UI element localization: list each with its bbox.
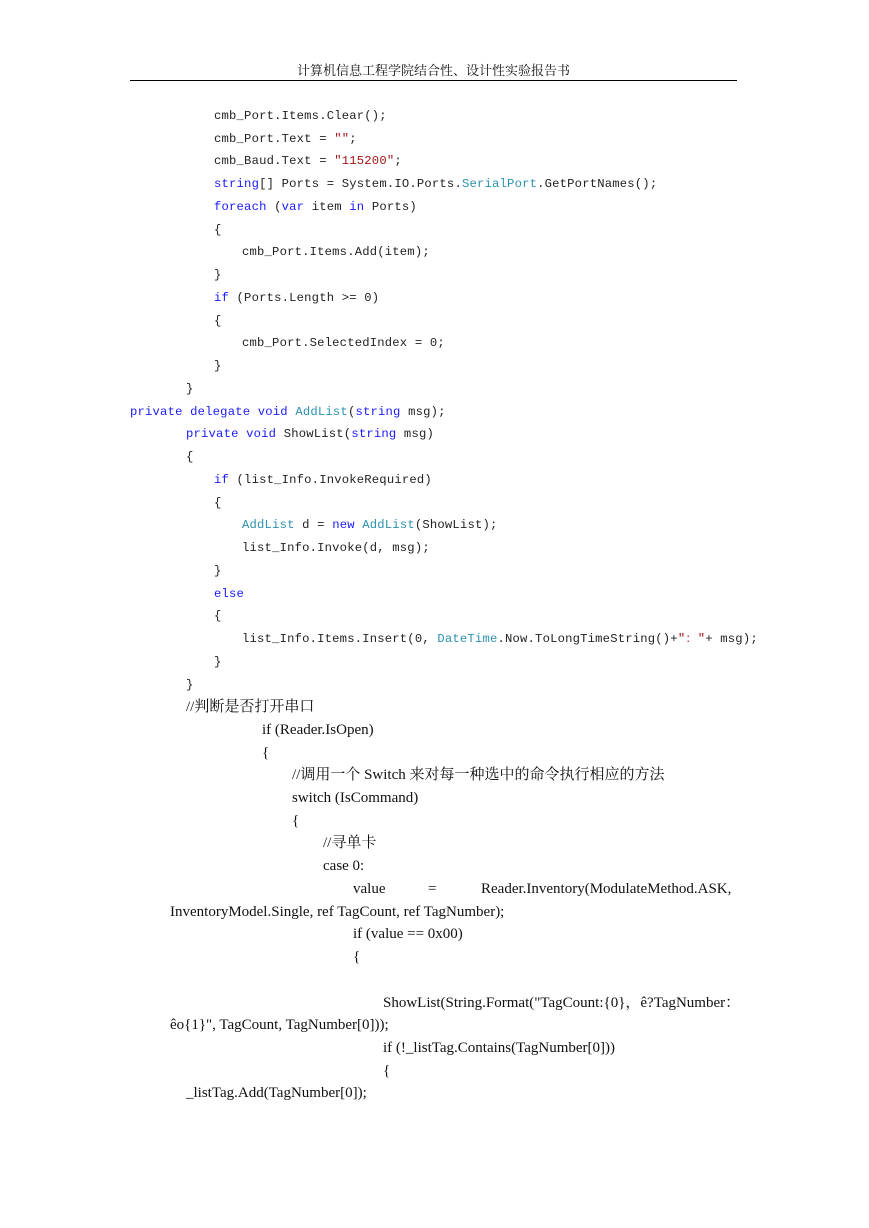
code-line: foreach (var item in Ports) [214, 200, 417, 214]
header-divider [130, 80, 737, 81]
page-header-title: 计算机信息工程学院结合性、设计性实验报告书 [296, 64, 570, 79]
code-text-line: if (value == 0x00) [353, 926, 463, 942]
code-line: { [214, 609, 222, 623]
code-line: } [186, 382, 194, 396]
code-line: } [214, 655, 222, 669]
code-line: cmb_Port.Text = ""; [214, 132, 357, 146]
code-line: } [186, 678, 194, 692]
code-line: else [214, 587, 245, 601]
code-line: if (Ports.Length >= 0) [214, 291, 380, 305]
code-text-line: ShowList(String.Format("TagCount:{0}，ê?TagNumber： [383, 995, 741, 1011]
code-line: } [214, 268, 222, 282]
code-text-line: InventoryModel.Single, ref TagCount, ref TagNumber); [170, 904, 505, 920]
code-line: { [214, 314, 222, 328]
code-line: cmb_Baud.Text = "115200"; [214, 154, 402, 168]
code-text-line: _listTag.Add(TagNumber[0]); [186, 1085, 367, 1101]
code-line: } [214, 564, 222, 578]
code-line: string[] Ports = System.IO.Ports.SerialPort.GetPortNames(); [214, 177, 658, 191]
comment-line: //判断是否打开串口 [186, 699, 315, 715]
code-text-line: if (!_listTag.Contains(TagNumber[0])) [383, 1040, 616, 1056]
code-line: } [214, 359, 222, 373]
code-text-fragment: Reader.Inventory(ModulateMethod.ASK, [481, 881, 732, 897]
code-line: private void ShowList(string msg) [186, 427, 434, 441]
code-text-line: { [353, 949, 361, 965]
code-line: if (list_Info.InvokeRequired) [214, 473, 432, 487]
comment-line: //寻单卡 [323, 835, 377, 851]
code-line: list_Info.Invoke(d, msg); [242, 541, 430, 555]
code-line: { [186, 450, 194, 464]
code-line: list_Info.Items.Insert(0, DateTime.Now.ToLongTimeString()+"："+ msg); [242, 632, 758, 646]
code-text-fragment: value [353, 881, 386, 897]
code-text-line: êo{1}", TagCount, TagNumber[0])); [170, 1017, 389, 1033]
code-line: private delegate void AddList(string msg); [130, 405, 446, 419]
code-text-fragment: = [428, 881, 437, 897]
code-line: AddList d = new AddList(ShowList); [242, 518, 498, 532]
code-line: cmb_Port.Items.Clear(); [214, 109, 387, 123]
code-text-line: { [292, 813, 300, 829]
code-text-line: if (Reader.IsOpen) [262, 722, 374, 738]
code-line: cmb_Port.SelectedIndex = 0; [242, 336, 445, 350]
code-text-line: { [262, 745, 270, 761]
code-line: { [214, 496, 222, 510]
code-line: { [214, 223, 222, 237]
code-text-line: { [383, 1063, 391, 1079]
code-line: cmb_Port.Items.Add(item); [242, 245, 430, 259]
code-text-line: case 0: [323, 858, 365, 874]
code-text-line: switch (IsCommand) [292, 790, 419, 806]
comment-line: //调用一个 Switch 来对每一种选中的命令执行相应的方法 [292, 767, 665, 783]
